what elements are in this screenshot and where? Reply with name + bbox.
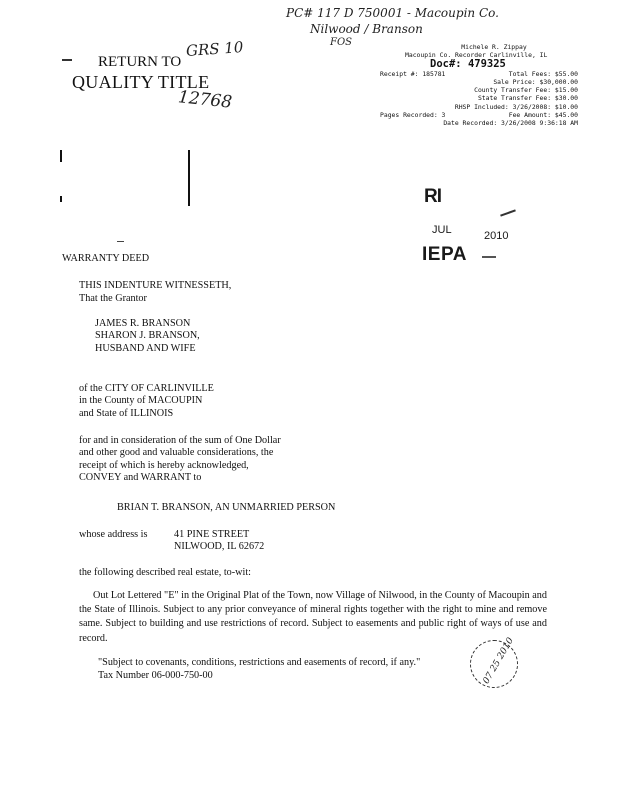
address-label: whose address is: [79, 529, 148, 540]
fee-value: $30.00: [554, 94, 578, 103]
handwritten-top-note-2: Nilwood / Branson: [310, 22, 423, 36]
doc-number: 479325: [467, 58, 506, 71]
grantor-list: [95, 318, 200, 355]
pages-recorded: Pages Recorded: 3: [380, 110, 446, 119]
grantor-name: SHARON J. BRANSON,: [95, 330, 200, 342]
grantee-name: BRIAN T. BRANSON, AN UNMARRIED PERSON: [117, 502, 336, 513]
grantor-intro: That the Grantor: [79, 293, 147, 304]
fee-value: 3/26/2008: $10.00: [512, 102, 578, 111]
fee-value: $55.00: [554, 70, 578, 79]
recorder-block: [380, 43, 578, 127]
consideration-line: receipt of which is hereby acknowledged,: [79, 459, 249, 471]
deed-title: WARRANTY DEED: [62, 253, 150, 264]
margin-mark: [60, 196, 62, 202]
subject-to-clause: "Subject to covenants, conditions, restrictions and easements of record, if any.": [98, 657, 421, 668]
stamp-agency: IEPA: [422, 244, 467, 265]
legal-description: [79, 589, 547, 646]
margin-mark: [60, 150, 62, 162]
fee-value: $30,000.00: [539, 78, 578, 87]
fee-label: RHSP Included:: [454, 102, 509, 111]
handwritten-return-mark: GRS 10: [185, 38, 244, 60]
return-to-line-2: QUALITY TITLE: [72, 72, 210, 92]
location-city: of the CITY OF CARLINVILLE: [79, 383, 214, 394]
tick-mark: [62, 59, 72, 61]
legal-description-text: Out Lot Lettered "E" in the Original Plat of the Town, now Village of Nilwood, in the County of Macoupin and the State of Illinois. Subject to any prior conveyance of mineral rights together with the right to mine and remove same. Subject to building and use restrictions of record. Subject to easements and public right of ways of use and record.: [79, 590, 547, 644]
fee-amount: Fee Amount: $45.00: [508, 110, 578, 119]
address-street: 41 PINE STREET: [174, 529, 250, 540]
consideration-clause: [79, 435, 281, 484]
handwritten-top-note-3: FOS: [330, 37, 352, 48]
fee-value: $15.00: [554, 86, 578, 95]
convey-warrant-line: CONVEY and WARRANT to: [79, 471, 202, 483]
fee-label: State Transfer Fee:: [477, 94, 552, 103]
stamp-year: 2010: [484, 230, 509, 242]
receipt-number: Receipt #: 185781: [380, 70, 446, 79]
address-block: [174, 529, 264, 554]
grantor-location: [79, 383, 214, 420]
date-recorded-value: 3/26/2008 9:36:18 AM: [501, 118, 578, 127]
described-line: the following described real estate, to-wit:: [79, 567, 251, 578]
grantor-relationship: HUSBAND AND WIFE: [95, 342, 196, 354]
grantor-name: JAMES R. BRANSON: [95, 318, 191, 329]
consideration-line: for and in consideration of the sum of One Dollar: [79, 435, 281, 446]
handwritten-file-number: 12768: [177, 87, 233, 113]
consideration-line: and other good and valuable considerations, the: [79, 447, 274, 459]
fee-label: Sale Price:: [493, 78, 536, 87]
margin-rule: [188, 150, 190, 206]
recorder-name: Michele R. Zippay: [461, 43, 527, 51]
stamp-month: JUL: [432, 224, 452, 236]
location-state: and State of ILLINOIS: [79, 407, 174, 419]
received-stamp: RI: [424, 186, 441, 207]
witnesseth-line: THIS INDENTURE WITNESSETH,: [79, 280, 232, 291]
margin-dash: [117, 241, 124, 242]
handwritten-top-note-1: PC# 117 D 750001 - Macoupin Co.: [286, 6, 499, 20]
location-county: in the County of MACOUPIN: [79, 395, 203, 407]
address-city: NILWOOD, IL 62672: [174, 541, 265, 553]
stamp-speck: [500, 209, 516, 216]
date-recorded-label: Date Recorded:: [443, 118, 498, 127]
doc-label: Doc#:: [430, 58, 462, 71]
stamp-speck: [482, 256, 496, 258]
return-to-line-1: RETURN TO: [98, 54, 182, 70]
tax-number: Tax Number 06-000-750-00: [98, 670, 213, 681]
circular-stamp: [470, 636, 518, 688]
recorder-office: Macoupin Co. Recorder Carlinville, IL: [405, 51, 548, 60]
fee-label: County Transfer Fee:: [474, 86, 552, 95]
circular-stamp-text: 07 25 2010: [481, 636, 516, 686]
fee-label: Total Fees:: [508, 70, 552, 79]
